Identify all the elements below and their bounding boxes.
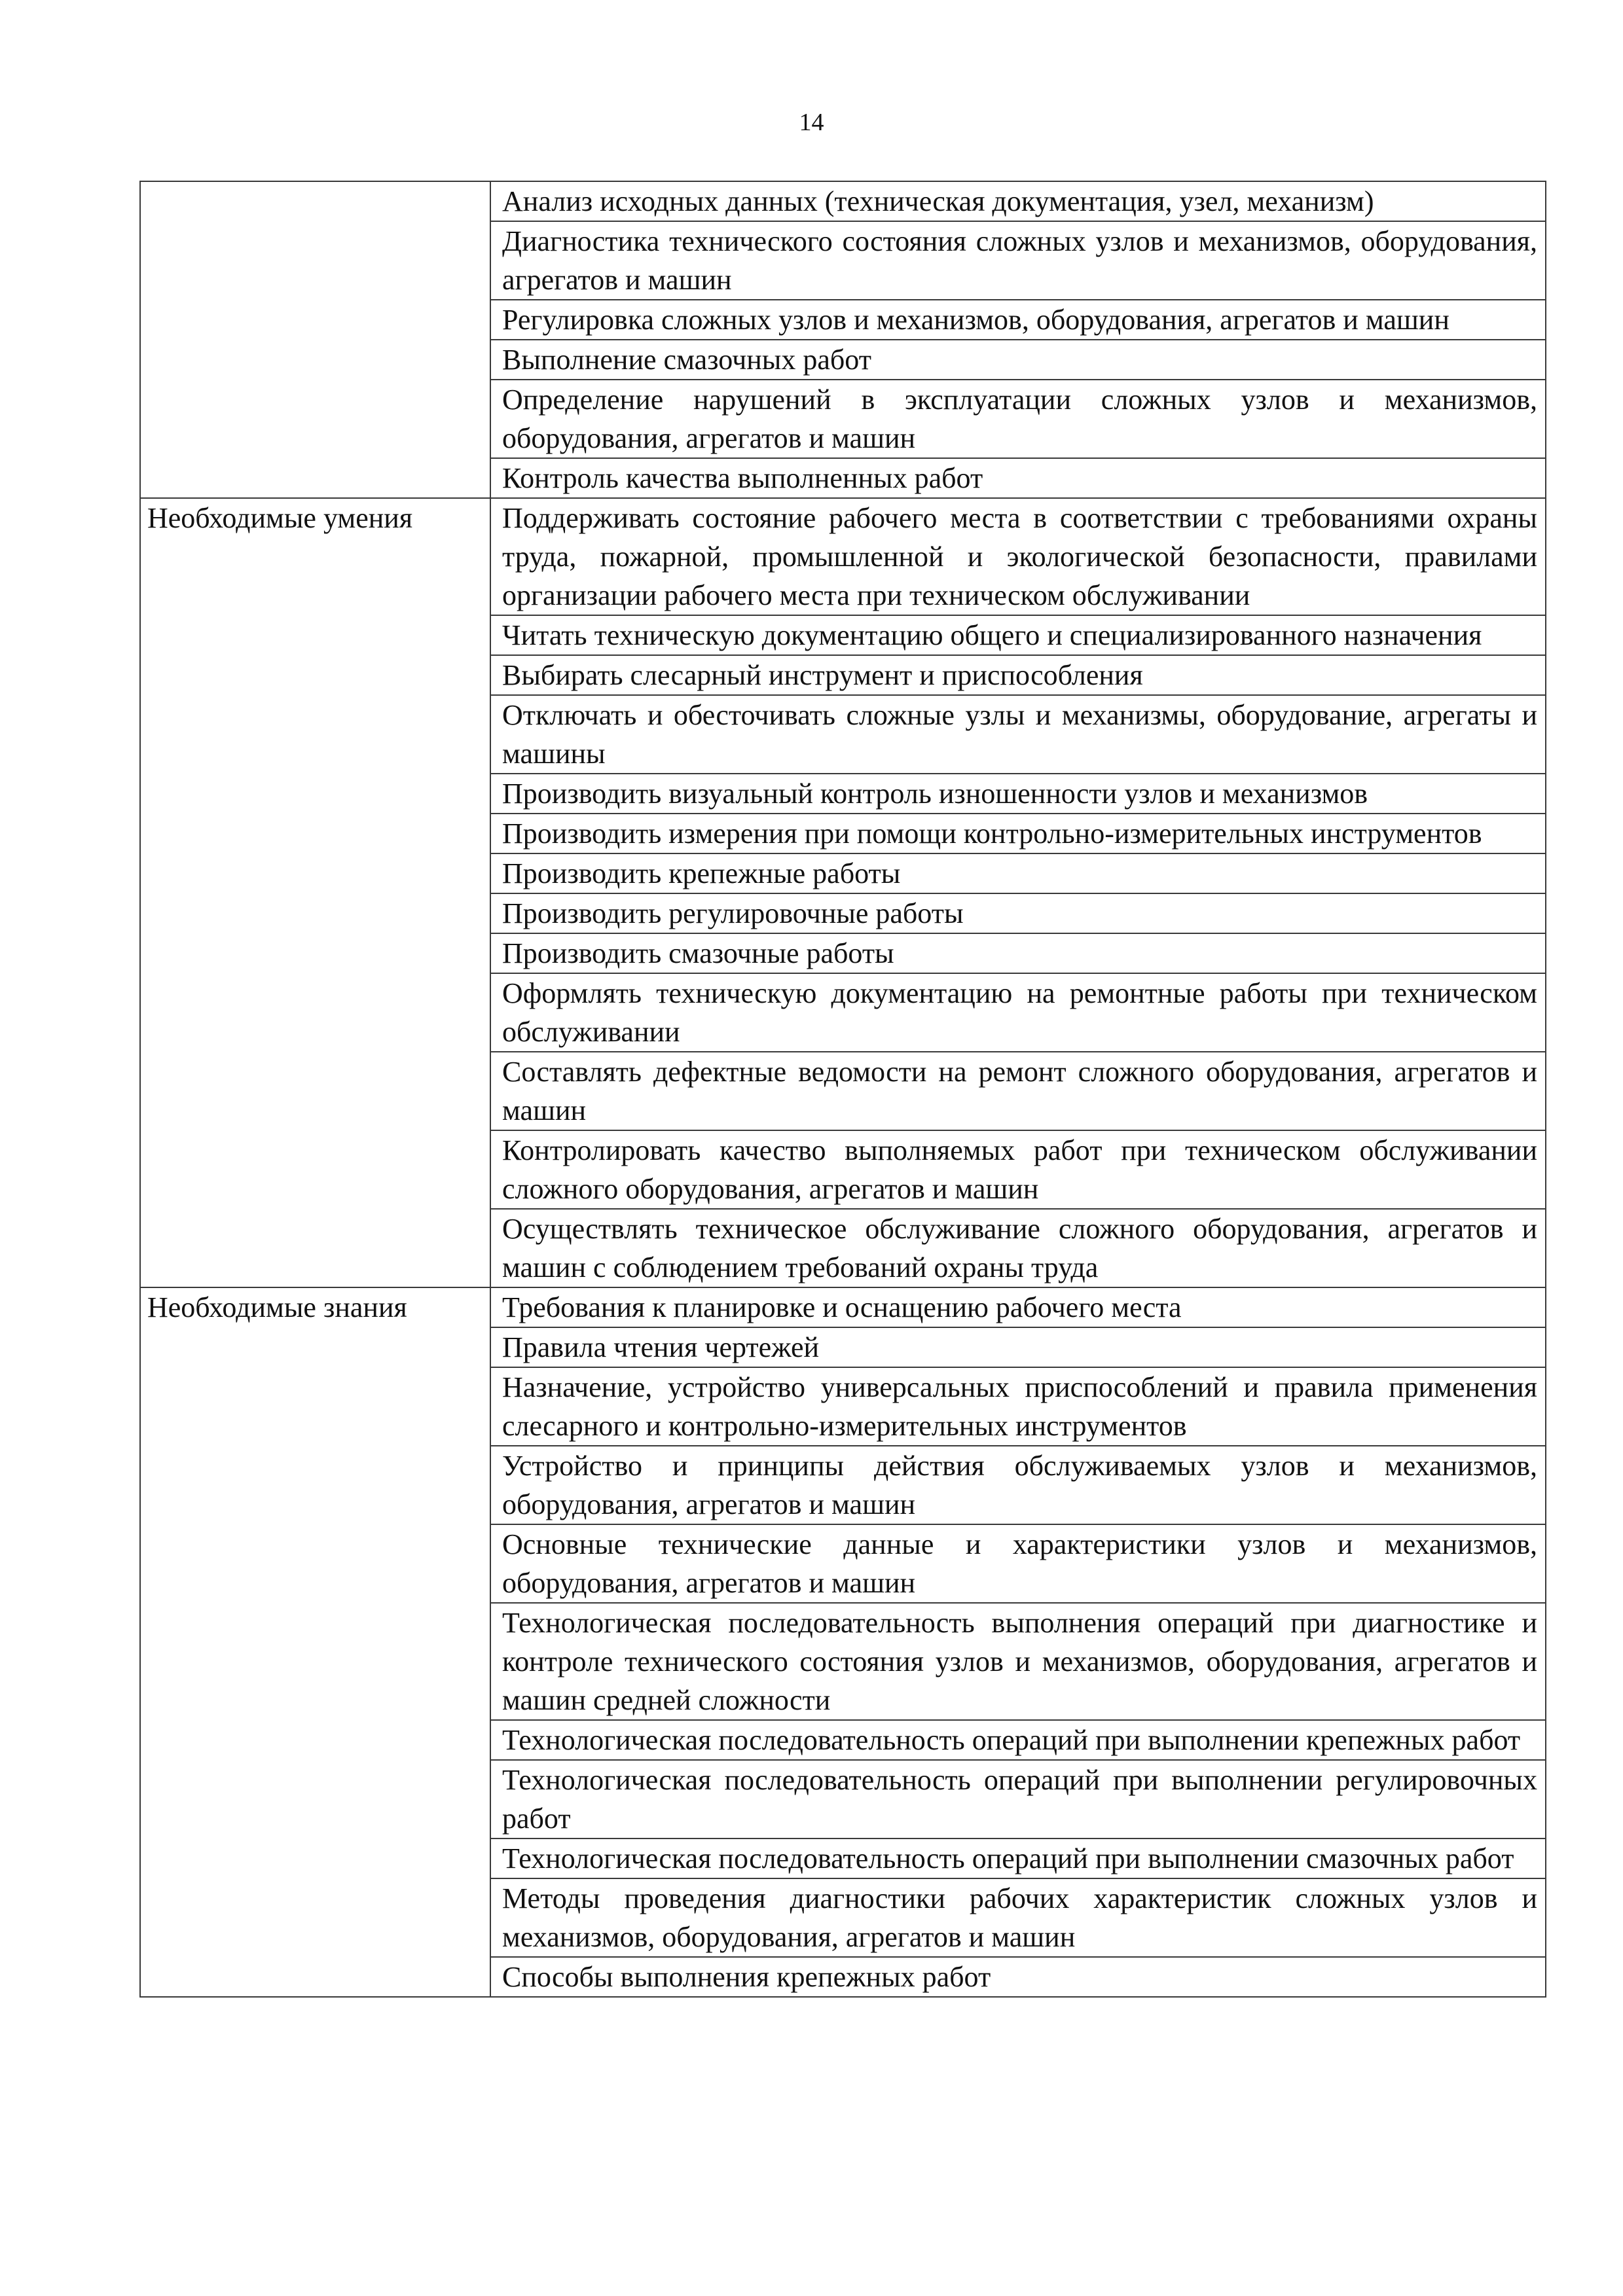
requirement-item: Производить измерения при помощи контрольно-измерительных инструментов xyxy=(490,814,1546,853)
requirement-item: Назначение, устройство универсальных приспособлений и правила применения слесарного и контрольно-измерительных инструментов xyxy=(490,1367,1546,1446)
section-label: Необходимые умения xyxy=(147,502,413,534)
requirement-item: Производить крепежные работы xyxy=(490,853,1546,893)
requirement-item: Технологическая последовательность выполнения операций при диагностике и контроле технического состояния узлов и механизмов, оборудования, агрегатов и машин средней сложности xyxy=(490,1603,1546,1720)
requirement-item: Диагностика технического состояния сложных узлов и механизмов, оборудования, агрегатов и машин xyxy=(490,221,1546,300)
requirement-item: Производить регулировочные работы xyxy=(490,893,1546,933)
requirement-item: Методы проведения диагностики рабочих характеристик сложных узлов и механизмов, оборудования, агрегатов и машин xyxy=(490,1878,1546,1957)
competency-table xyxy=(139,181,1546,1998)
requirement-item: Осуществлять техническое обслуживание сложного оборудования, агрегатов и машин с соблюдением требований охраны труда xyxy=(490,1209,1546,1287)
section-label-cell xyxy=(140,181,490,498)
requirement-item: Читать техническую документацию общего и специализированного назначения xyxy=(490,615,1546,655)
requirement-item: Контроль качества выполненных работ xyxy=(490,458,1546,498)
section-label: Необходимые знания xyxy=(147,1291,407,1323)
requirement-item: Технологическая последовательность операций при выполнении смазочных работ xyxy=(490,1839,1546,1878)
requirement-item: Выполнение смазочных работ xyxy=(490,340,1546,380)
competency-table-body xyxy=(140,181,1546,1997)
requirement-item: Производить смазочные работы xyxy=(490,933,1546,973)
requirement-item: Способы выполнения крепежных работ xyxy=(490,1957,1546,1997)
requirement-item: Оформлять техническую документацию на ремонтные работы при техническом обслуживании xyxy=(490,973,1546,1052)
page-number: 14 xyxy=(799,109,824,136)
requirement-item: Составлять дефектные ведомости на ремонт сложного оборудования, агрегатов и машин xyxy=(490,1052,1546,1130)
requirement-item: Выбирать слесарный инструмент и приспособления xyxy=(490,655,1546,695)
requirement-item: Анализ исходных данных (техническая документация, узел, механизм) xyxy=(490,181,1546,221)
requirement-item: Устройство и принципы действия обслуживаемых узлов и механизмов, оборудования, агрегатов и машин xyxy=(490,1446,1546,1524)
requirement-item: Регулировка сложных узлов и механизмов, оборудования, агрегатов и машин xyxy=(490,300,1546,340)
table-row xyxy=(140,1287,1546,1327)
requirement-item: Правила чтения чертежей xyxy=(490,1327,1546,1367)
requirement-item: Контролировать качество выполняемых работ при техническом обслуживании сложного оборудования, агрегатов и машин xyxy=(490,1130,1546,1209)
requirement-item: Определение нарушений в эксплуатации сложных узлов и механизмов, оборудования, агрегатов и машин xyxy=(490,380,1546,458)
table-row xyxy=(140,181,1546,221)
requirement-item: Производить визуальный контроль изношенности узлов и механизмов xyxy=(490,774,1546,814)
requirement-item: Технологическая последовательность операций при выполнении крепежных работ xyxy=(490,1720,1546,1760)
requirement-item: Требования к планировке и оснащению рабочего места xyxy=(490,1287,1546,1327)
requirement-item: Поддерживать состояние рабочего места в соответствии с требованиями охраны труда, пожарной, промышленной и экологической безопасности, правилами организации рабочего места при техническом обслуживании xyxy=(490,498,1546,615)
requirement-item: Отключать и обесточивать сложные узлы и механизмы, оборудование, агрегаты и машины xyxy=(490,695,1546,774)
table-row xyxy=(140,498,1546,615)
requirement-item: Основные технические данные и характеристики узлов и механизмов, оборудования, агрегатов и машин xyxy=(490,1524,1546,1603)
section-label-cell xyxy=(140,498,490,1287)
section-label-cell xyxy=(140,1287,490,1997)
requirement-item: Технологическая последовательность операций при выполнении регулировочных работ xyxy=(490,1760,1546,1839)
